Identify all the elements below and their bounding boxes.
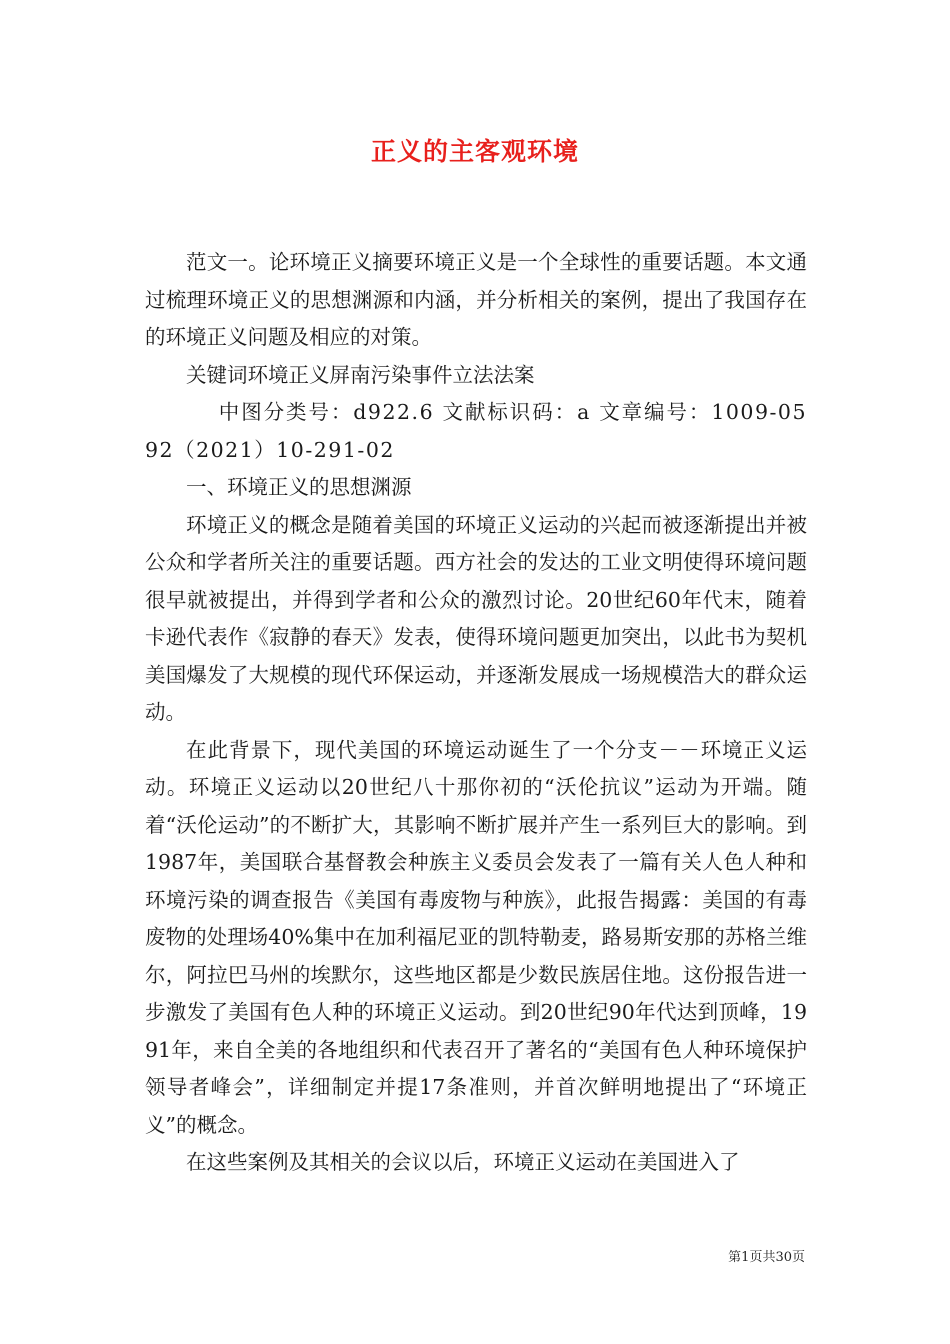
page-number-footer: 第1页共30页 (728, 1250, 805, 1265)
paragraph-classification: 中图分类号：d922.6 文献标识码：a 文章编号：1009-0592（2021）10-291-02 (145, 400, 807, 462)
section-heading: 一、环境正义的思想渊源 (186, 475, 412, 499)
paragraph-body-1: 环境正义的概念是随着美国的环境正义运动的兴起而被逐渐提出并被公众和学者所关注的重要话题。西方社会的发达的工业文明使得环境问题很早就被提出，并得到学者和公众的激烈讨论。20世纪60年代末，随着卡逊代表作《寂静的春天》发表，使得环境问题更加突出，以此书为契机美国爆发了大规模的现代环保运动，并逐渐发展成一场规模浩大的群众运动。 (145, 512, 807, 724)
paragraph-body-3: 在这些案例及其相关的会议以后，环境正义运动在美国进入了 (186, 1150, 740, 1174)
paragraph-body-2: 在此背景下，现代美国的环境运动诞生了一个分支－－环境正义运动。环境正义运动以20世纪八十那你初的“沃伦抗议”运动为开端。随着“沃伦运动”的不断扩大，其影响不断扩展并产生一系列巨大的影响。到1987年，美国联合基督教会种族主义委员会发表了一篇有关人色人种和环境污染的调查报告《美国有毒废物与种族》，此报告揭露：美国的有毒废物的处理场40%集中在加利福尼亚的凯特勒麦，路易斯安那的苏格兰维尔，阿拉巴马州的埃默尔，这些地区都是少数民族居住地。这份报告进一步激发了美国有色人种的环境正义运动。到20世纪90年代达到顶峰，1991年，来自全美的各地组织和代表召开了著名的“美国有色人种环境保护领导者峰会”，详细制定并提17条准则，并首次鲜明地提出了“环境正义”的概念。 (145, 737, 807, 1137)
paragraph-abstract: 范文一。论环境正义摘要环境正义是一个全球性的重要话题。本文通过梳理环境正义的思想渊源和内涵，并分析相关的案例，提出了我国存在的环境正义问题及相应的对策。 (145, 250, 807, 349)
document-body (145, 244, 807, 1182)
paragraph-keywords: 关键词环境正义屏南污染事件立法法案 (186, 362, 535, 387)
document-title: 正义的主客观环境 (370, 137, 579, 166)
